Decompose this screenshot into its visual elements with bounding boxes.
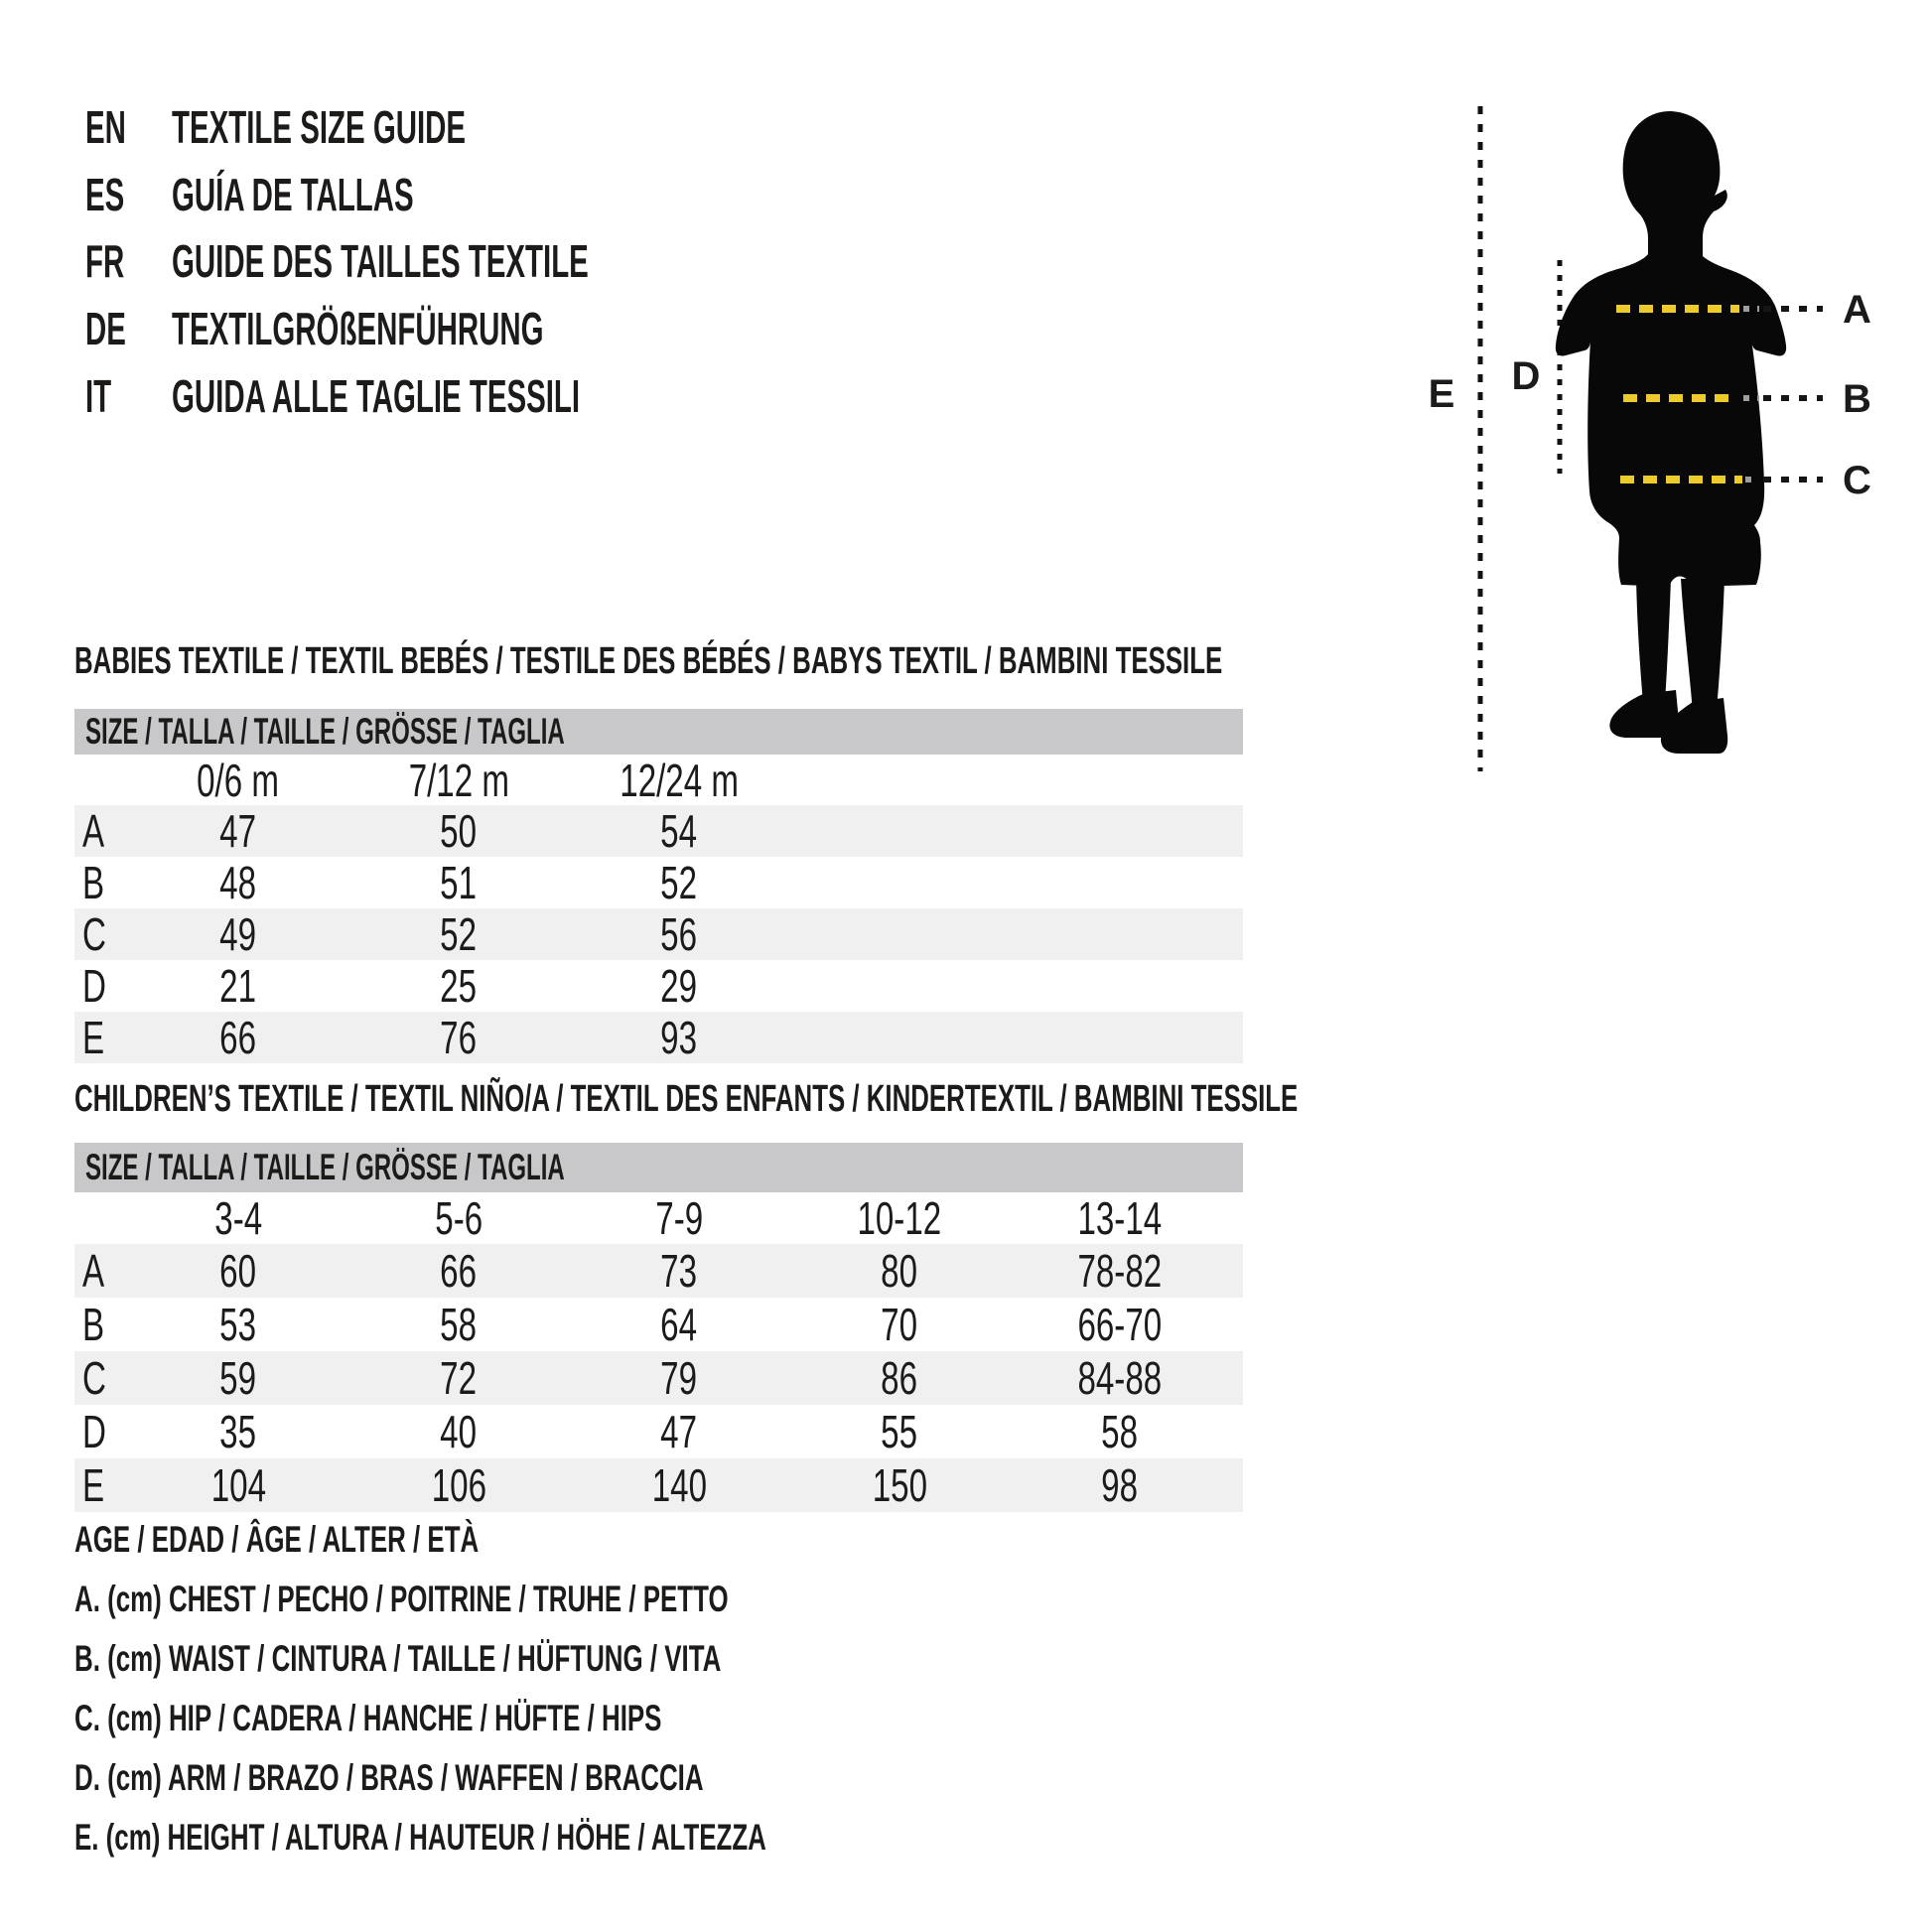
- lang-code-de: DE: [85, 303, 126, 354]
- lang-code-it: IT: [85, 370, 112, 422]
- value-cell: 29: [660, 960, 698, 1012]
- babies-col-0-6m: 0/6 m: [197, 754, 280, 806]
- legend-hip-line: C. (cm) HIP / CADERA / HANCHE / HÜFTE / HIPS: [74, 1698, 662, 1738]
- value-cell: 93: [660, 1012, 698, 1063]
- value-cell: 52: [440, 908, 478, 960]
- value-cell: 106: [431, 1459, 486, 1511]
- table-row: [74, 908, 1243, 960]
- value-cell: 78-82: [1077, 1245, 1163, 1297]
- value-cell: 72: [440, 1352, 478, 1404]
- silhouette-body: [1556, 111, 1786, 587]
- children-section-heading: [74, 1080, 1873, 1118]
- table-row: [74, 805, 1243, 857]
- value-cell: 50: [440, 805, 478, 857]
- page-title-de: TEXTILGRÖßENFÜHRUNG: [172, 303, 544, 354]
- measurement-figure: [1410, 84, 1906, 794]
- legend-age-line: AGE / EDAD / ÂGE / ALTER / ETÀ: [74, 1519, 480, 1560]
- value-cell: 25: [440, 960, 478, 1012]
- value-cell: 66-70: [1077, 1299, 1163, 1350]
- value-cell: 80: [881, 1245, 918, 1297]
- legend-height-line: E. (cm) HEIGHT / ALTURA / HAUTEUR / HÖHE / ALTEZZA: [74, 1817, 766, 1858]
- value-cell: 55: [881, 1406, 918, 1457]
- row-label: E: [82, 1012, 105, 1063]
- value-cell: 47: [660, 1406, 698, 1457]
- label-a: A: [1843, 288, 1871, 332]
- table-row: [74, 857, 1243, 908]
- row-label: D: [82, 1406, 106, 1457]
- label-c: C: [1843, 459, 1871, 502]
- legend-arm-line: D. (cm) ARM / BRAZO / BRAS / WAFFEN / BRACCIA: [74, 1757, 704, 1798]
- legend-waist-line: B. (cm) WAIST / CINTURA / TAILLE / HÜFTUNG / VITA: [74, 1638, 722, 1679]
- lang-row-de: [85, 303, 1376, 354]
- value-cell: 40: [440, 1406, 478, 1457]
- babies-heading-text: BABIES TEXTILE / TEXTIL BEBÉS / TESTILE DES BÉBÉS / BABYS TEXTIL / BAMBINI TESSILE: [74, 640, 1223, 682]
- babies-size-header-text: SIZE / TALLA / TAILLE / GRÖSSE / TAGLIA: [85, 711, 565, 752]
- row-label: B: [82, 1299, 105, 1350]
- children-column-header-row: [74, 1192, 1243, 1244]
- lang-code-en: EN: [85, 101, 126, 153]
- label-d: D: [1511, 354, 1541, 398]
- value-cell: 51: [440, 857, 478, 908]
- value-cell: 35: [219, 1406, 257, 1457]
- value-cell: 76: [440, 1012, 478, 1063]
- value-cell: 70: [881, 1299, 918, 1350]
- value-cell: 48: [219, 857, 257, 908]
- lang-row-it: [85, 370, 1376, 422]
- babies-col-7-12m: 7/12 m: [408, 754, 509, 806]
- page-title-it: GUIDA ALLE TAGLIE TESSILI: [172, 370, 581, 422]
- value-cell: 59: [219, 1352, 257, 1404]
- silhouette-left-leg: [1636, 579, 1671, 704]
- babies-section-heading: [74, 642, 1762, 680]
- table-row: [74, 1351, 1243, 1405]
- children-col-13-14: 13-14: [1077, 1192, 1163, 1244]
- row-label: A: [82, 805, 105, 857]
- label-b: B: [1843, 377, 1871, 421]
- value-cell: 98: [1101, 1459, 1139, 1511]
- babies-col-12-24m: 12/24 m: [620, 754, 739, 806]
- value-cell: 58: [440, 1299, 478, 1350]
- babies-size-header-bar: [74, 709, 1243, 755]
- table-row: [74, 960, 1243, 1012]
- children-col-7-9: 7-9: [655, 1192, 703, 1244]
- value-cell: 86: [881, 1352, 918, 1404]
- value-cell: 79: [660, 1352, 698, 1404]
- value-cell: 52: [660, 857, 698, 908]
- row-label: B: [82, 857, 105, 908]
- value-cell: 64: [660, 1299, 698, 1350]
- value-cell: 66: [219, 1012, 257, 1063]
- children-size-header-text: SIZE / TALLA / TAILLE / GRÖSSE / TAGLIA: [85, 1147, 565, 1187]
- value-cell: 73: [660, 1245, 698, 1297]
- row-label: A: [82, 1245, 105, 1297]
- children-col-3-4: 3-4: [214, 1192, 262, 1244]
- lang-row-fr: [85, 235, 1376, 287]
- value-cell: 140: [651, 1459, 707, 1511]
- table-row: [74, 1458, 1243, 1512]
- value-cell: 60: [219, 1245, 257, 1297]
- children-heading-text: CHILDREN’S TEXTILE / TEXTIL NIÑO/A / TEXTIL DES ENFANTS / KINDERTEXTIL / BAMBINI TESSILE: [74, 1078, 1299, 1120]
- row-label: D: [82, 960, 106, 1012]
- label-e: E: [1428, 372, 1455, 416]
- page-title-es: GUÍA DE TALLAS: [172, 169, 414, 220]
- row-label: C: [82, 1352, 106, 1404]
- lang-code-es: ES: [85, 169, 125, 220]
- babies-column-header-row: [74, 755, 1243, 805]
- table-row: [74, 1405, 1243, 1458]
- lang-row-en: [85, 101, 1376, 153]
- row-label: C: [82, 908, 106, 960]
- lang-code-fr: FR: [85, 235, 125, 287]
- children-col-10-12: 10-12: [857, 1192, 942, 1244]
- legend-chest-line: A. (cm) CHEST / PECHO / POITRINE / TRUHE / PETTO: [74, 1579, 729, 1619]
- page-title-fr: GUIDE DES TAILLES TEXTILE: [172, 235, 589, 287]
- value-cell: 53: [219, 1299, 257, 1350]
- page-title-en: TEXTILE SIZE GUIDE: [172, 101, 467, 153]
- value-cell: 66: [440, 1245, 478, 1297]
- value-cell: 150: [872, 1459, 927, 1511]
- table-row: [74, 1298, 1243, 1351]
- value-cell: 58: [1101, 1406, 1139, 1457]
- value-cell: 49: [219, 908, 257, 960]
- lang-row-es: [85, 169, 1376, 220]
- value-cell: 84-88: [1077, 1352, 1163, 1404]
- children-size-header-bar: [74, 1143, 1243, 1192]
- children-col-5-6: 5-6: [435, 1192, 483, 1244]
- row-label: E: [82, 1459, 105, 1511]
- table-row: [74, 1244, 1243, 1298]
- value-cell: 104: [210, 1459, 266, 1511]
- value-cell: 47: [219, 805, 257, 857]
- value-cell: 21: [219, 960, 257, 1012]
- table-row: [74, 1012, 1243, 1063]
- value-cell: 56: [660, 908, 698, 960]
- value-cell: 54: [660, 805, 698, 857]
